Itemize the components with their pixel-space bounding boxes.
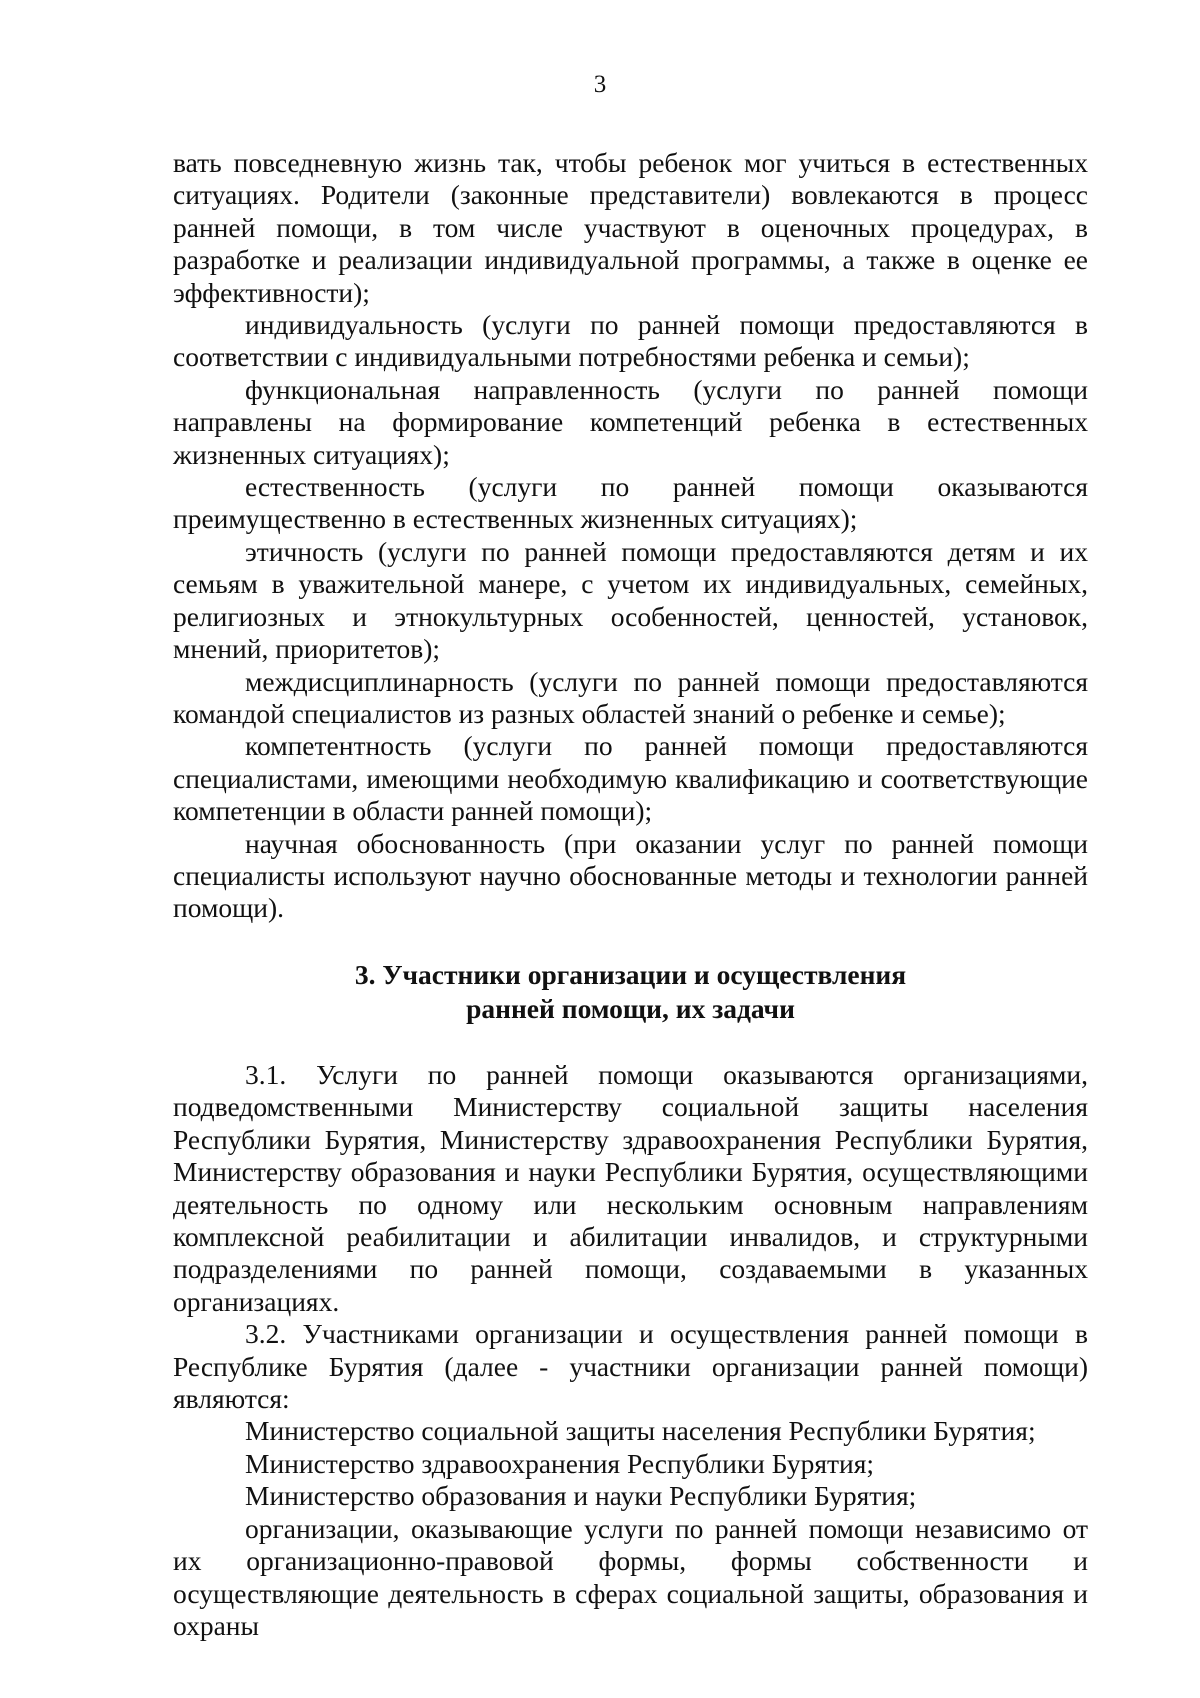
page-number: 3	[593, 71, 607, 98]
section-heading	[173, 958, 1088, 1026]
paragraph-naturalness: естественность (услуги по ранней помощи оказываются преимущественно в естественных жизненных ситуациях);	[173, 471, 1088, 535]
paragraph-interdisciplinarity: междисциплинарность (услуги по ранней помощи предоставляются командой специалистов из разных областей знаний о ребенке и семье);	[173, 665, 1088, 729]
paragraph-3-1: 3.1. Услуги по ранней помощи оказываются организациями, подведомственными Министерству социальной защиты населения Республики Бурятия, Министерству здравоохранения Республики Бурятия, Министерству образования и науки Республики Бурятия, осуществляющими деятельность по одному или нескольким основным направлениям комплексной реабилитации и абилитации инвалидов, и структурными подразделениями по ранней помощи, создаваемыми в указанных организациях.	[173, 1059, 1088, 1317]
participant-ministry-education: Министерство образования и науки Республики Бурятия;	[245, 1480, 917, 1512]
paragraph-3-2: 3.2. Участниками организации и осуществления ранней помощи в Республике Бурятия (далее - участники организации ранней помощи) являются:	[173, 1318, 1088, 1415]
section-heading-line-1: 3. Участники организации и осуществления	[354, 959, 907, 990]
participant-organizations: организации, оказывающие услуги по ранней помощи независимо от их организационно-правовой формы, формы собственности и осуществляющие деятельность в сферах социальной защиты, образования и охраны	[173, 1512, 1088, 1641]
participant-ministry-social: Министерство социальной защиты населения Республики Бурятия;	[245, 1415, 1036, 1447]
paragraph-competence: компетентность (услуги по ранней помощи предоставляются специалистами, имеющими необходимую квалификацию и соответствующие компетенции в области ранней помощи);	[173, 730, 1088, 827]
paragraph-ethics: этичность (услуги по ранней помощи предоставляются детям и их семьям в уважительной манере, с учетом их индивидуальных, семейных, религиозных и этнокультурных особенностей, ценностей, установок, мнений, приоритетов);	[173, 535, 1088, 665]
section-heading-line-2: ранней помощи, их задачи	[466, 993, 795, 1024]
paragraph-continuation: вать повседневную жизнь так, чтобы ребенок мог учиться в естественных ситуациях. Родители (законные представители) вовлекаются в процесс ранней помощи, в том числе участвуют в оценочных процедурах, в разработке и реализации индивидуальной программы, а также в оценке ее эффективности);	[173, 147, 1088, 308]
section-3-body	[173, 1059, 1088, 1642]
participant-ministry-health: Министерство здравоохранения Республики Бурятия;	[245, 1447, 875, 1479]
principles-list	[173, 147, 1088, 925]
paragraph-functional-orientation: функциональная направленность (услуги по ранней помощи направлены на формирование компетенций ребенка в естественных жизненных ситуациях);	[173, 373, 1088, 470]
paragraph-individuality: индивидуальность (услуги по ранней помощи предоставляются в соответствии с индивидуальными потребностями ребенка и семьи);	[173, 309, 1088, 373]
paragraph-scientific-validity: научная обоснованность (при оказании услуг по ранней помощи специалисты используют научно обоснованные методы и технологии ранней помощи).	[173, 827, 1088, 924]
